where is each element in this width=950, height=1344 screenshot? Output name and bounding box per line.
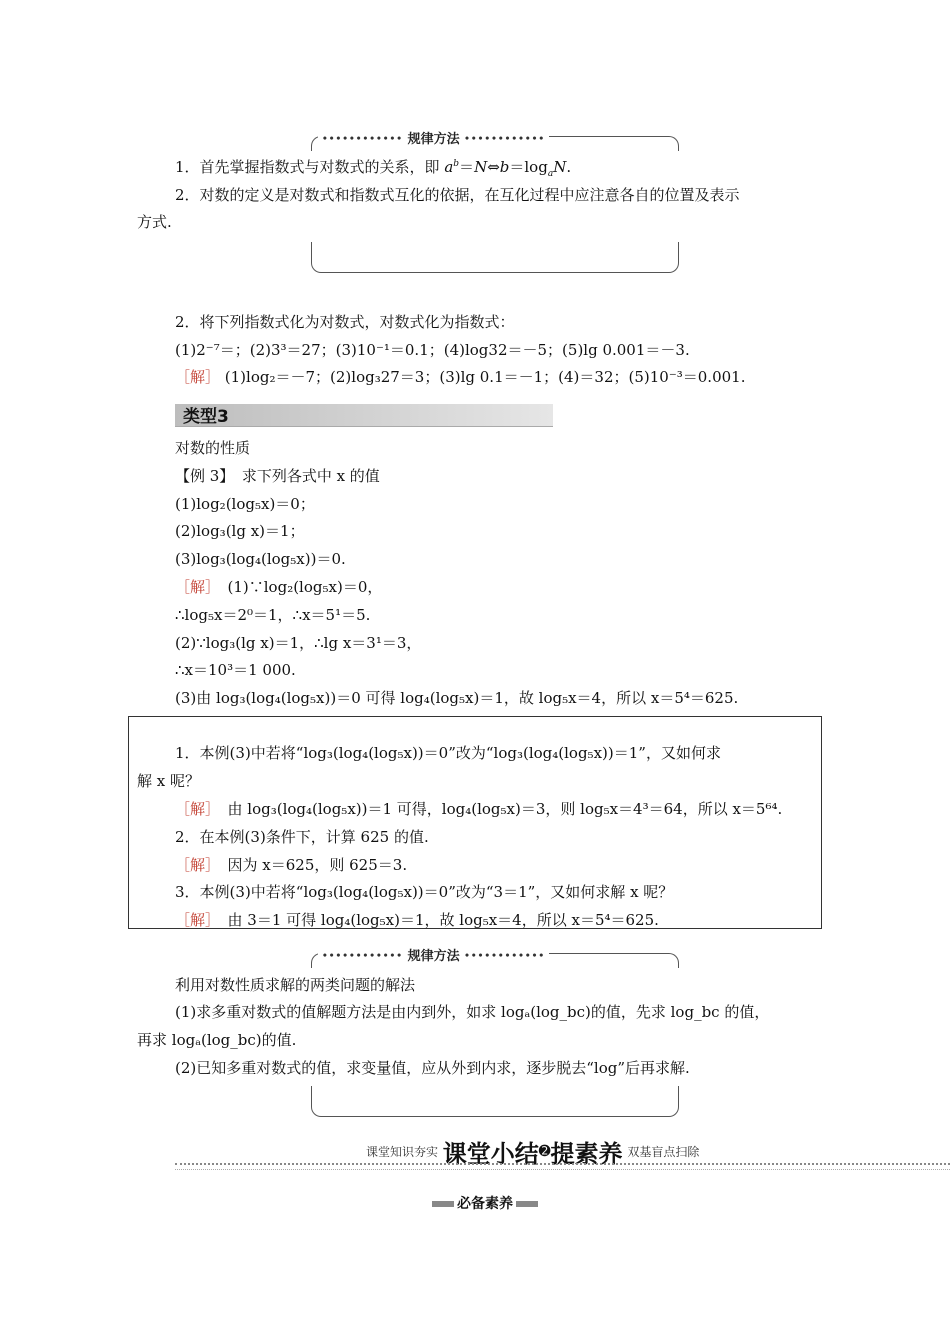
section-tag: 类型3 <box>183 407 229 427</box>
method2-p1: (1)求多重对数式的值解题方法是由内到外，如求 logₐ(log_bc)的值，先求 log_bc 的值， <box>175 1003 770 1021</box>
variant-2: 2．在本例(3)条件下，计算 625 的值. <box>175 828 429 846</box>
solution-step-2: ∴log₅x＝2⁰＝1，∴x＝5¹＝5. <box>175 606 371 624</box>
example-item-3: (3)log₃(log₄(log₅x))＝0. <box>175 550 346 568</box>
variant-1-answer: ［解］ 由 log₃(log₄(log₅x))＝1 可得，log₄(log₅x)＝3，则 log₅x＝4³＝64，所以 x＝5⁶⁴. <box>175 800 783 818</box>
summary-right-caption: 双基盲点扫除 <box>627 1145 700 1159</box>
method1-p1: 1．首先掌握指数式与对数式的关系，即 $a^b=N\Leftrightarrow b=\log_aN$. <box>175 158 572 179</box>
method-title: •••••••••••• 规律方法 •••••••••••• <box>318 945 549 964</box>
exercise-answer: ［解］ (1)log₂＝－7；(2)log₃27＝3；(3)lg 0.1＝－1；(4)＝32；(5)10⁻³＝0.001. <box>175 368 746 386</box>
solution-label: ［解］ <box>175 800 213 818</box>
method2-intro: 利用对数性质求解的两类问题的解法 <box>175 976 416 994</box>
example-item-1: (1)log₂(log₅x)＝0； <box>175 495 315 513</box>
exercise-items: (1)2⁻⁷＝；(2)3³＝27；(3)10⁻¹＝0.1；(4)log32＝－5；(5)lg 0.001＝－3. <box>175 341 690 359</box>
solution-step-5: (3)由 log₃(log₄(log₅x))＝0 可得 log₄(log₅x)＝1，故 log₅x＝4，所以 x＝5⁴＝625. <box>175 689 739 707</box>
summary-title-1: 课堂小结 <box>442 1140 539 1168</box>
arrow-icon: ➋ <box>538 1143 551 1160</box>
summary-left-caption: 课堂知识夯实 <box>366 1145 439 1159</box>
method-box-bottom <box>311 242 679 273</box>
solution-step-1: ［解］ (1)∵log₂(log₅x)＝0， <box>175 578 383 596</box>
variant-2-answer: ［解］ 因为 x＝625，则 625＝3. <box>175 856 408 874</box>
solution-label: ［解］ <box>175 578 213 596</box>
variant-3: 3．本例(3)中若将“log₃(log₄(log₅x))＝0”改为“3＝1”，又如何求解 x 呢？ <box>175 883 674 901</box>
method-title: •••••••••••• 规律方法 •••••••••••• <box>318 128 549 147</box>
solution-step-3: (2)∵log₃(lg x)＝1，∴lg x＝3¹＝3， <box>175 634 422 652</box>
divider <box>175 1163 950 1170</box>
variant-1: 1．本例(3)中若将“log₃(log₄(log₅x))＝0”改为“log₃(log₄(log₅x))＝1”，又如何求 <box>175 744 721 762</box>
solution-label: ［解］ <box>175 911 213 929</box>
method2-p1-cont: 再求 logₐ(log_bc)的值. <box>137 1031 297 1049</box>
method-box-bottom <box>311 1086 679 1117</box>
method1-p2-cont: 方式. <box>137 213 172 231</box>
solution-label: ［解］ <box>175 856 213 874</box>
variant-1-cont: 解 x 呢？ <box>137 772 200 790</box>
section-bar <box>175 404 553 427</box>
summary-title-2: 提素养 <box>550 1140 623 1168</box>
exercise-question: 2．将下列指数式化为对数式，对数式化为指数式： <box>175 313 515 331</box>
example-item-2: (2)log₃(lg x)＝1； <box>175 522 305 540</box>
variant-3-answer: ［解］ 由 3＝1 可得 log₄(log₅x)＝1，故 log₅x＝4，所以 x＝5⁴＝625. <box>175 911 659 929</box>
solution-step-4: ∴x＝10³＝1 000. <box>175 661 296 679</box>
bibei-heading: 必备素养 <box>432 1193 538 1213</box>
method2-p2: (2)已知多重对数式的值，求变量值，应从外到内求，逐步脱去“log”后再求解. <box>175 1059 690 1077</box>
section-heading: 对数的性质 <box>175 439 251 457</box>
solution-label: ［解］ <box>175 368 221 386</box>
method1-p2: 2．对数的定义是对数式和指数式互化的依据，在互化过程中应注意各自的位置及表示 <box>175 186 740 204</box>
example-title: 【例 3】 求下列各式中 x 的值 <box>175 467 380 485</box>
